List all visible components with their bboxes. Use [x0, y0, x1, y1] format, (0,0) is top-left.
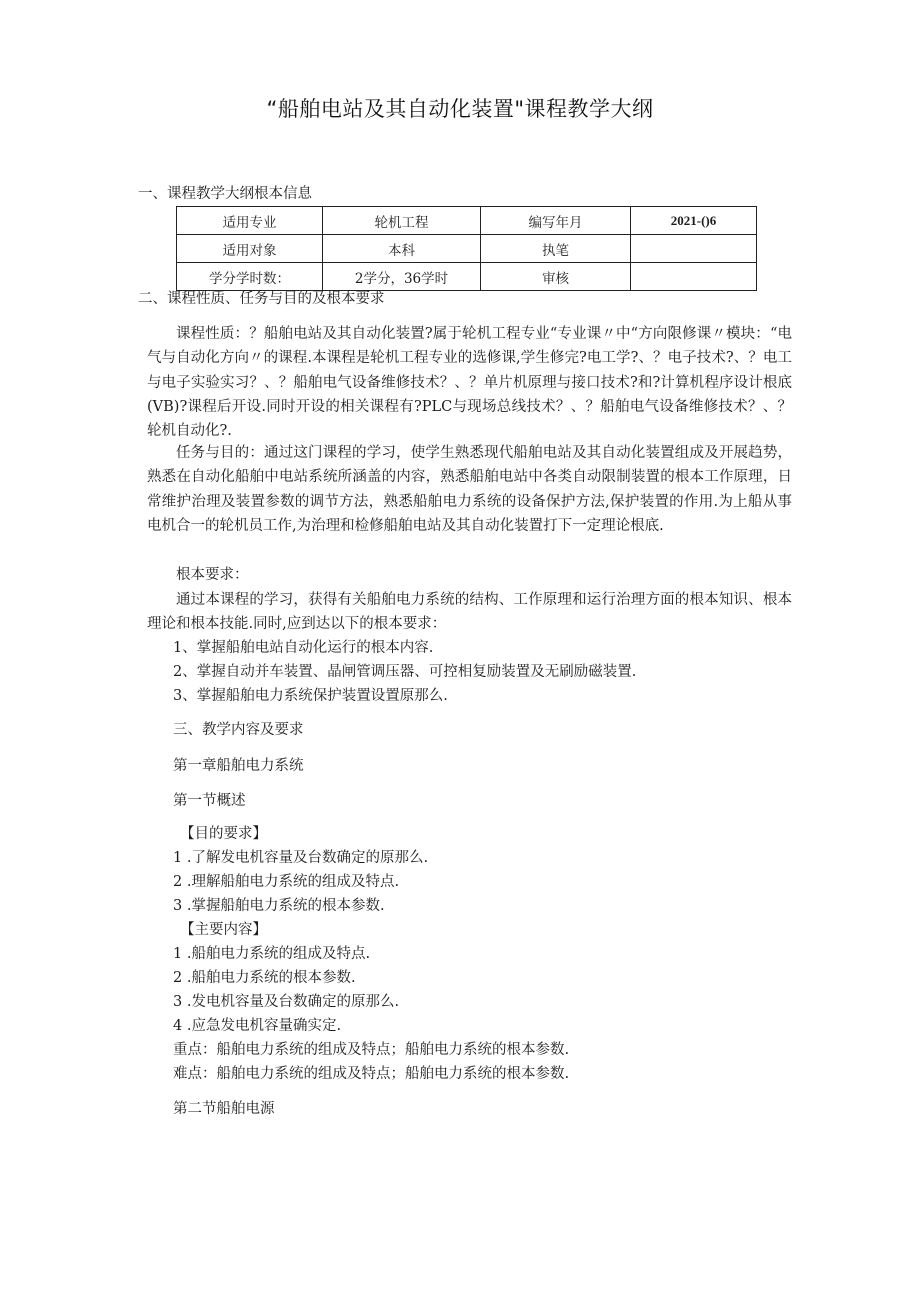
table-cell: 学分学时数： [177, 263, 323, 291]
section2-heading: 二、课程性质、任务与目的及根本要求 [138, 291, 385, 307]
objective-item: 3 .掌握船舶电力系统的根本参数. [173, 898, 385, 914]
section3-heading: 三、教学内容及要求 [173, 722, 304, 738]
table-row [177, 263, 757, 291]
requirement-item: 1、掌握船舶电站自动化运行的根本内容. [173, 640, 434, 656]
document-title: “船舶电站及其自动化装置"课程教学大纲 [266, 97, 654, 121]
section1-heading: 一、课程教学大纲根本信息 [138, 186, 312, 202]
content-item: 1 .船舶电力系统的组成及特点. [173, 946, 371, 962]
key-points: 重点：船舶电力系统的组成及特点；船舶电力系统的根本参数. [173, 1042, 570, 1058]
objective-item: 2 .理解船舶电力系统的组成及特点. [173, 874, 400, 890]
section-1-2-heading: 第二节船舶电源 [173, 1101, 275, 1117]
content-item: 3 .发电机容量及台数确定的原那么. [173, 994, 400, 1010]
requirement-item: 2、掌握自动并车装置、晶闸管调压器、可控相复励装置及无刷励磁装置. [173, 664, 637, 680]
table-cell: 执笔 [481, 235, 631, 263]
table-row [177, 207, 757, 235]
objective-item: 1 .了解发电机容量及台数确定的原那么. [173, 850, 429, 866]
basic-requirements-paragraph: 通过本课程的学习，获得有关船舶电力系统的结构、工作原理和运行治理方面的根本知识、根本理论和根本技能.同时,应到达以下的根本要求： [147, 592, 792, 633]
main-content-label: 【主要内容】 [180, 922, 267, 938]
basic-requirements-label: 根本要求： [176, 567, 249, 583]
requirement-item: 3、掌握船舶电力系统保护装置设置原那么. [173, 688, 448, 704]
table-cell: 轮机工程 [323, 207, 481, 235]
task-purpose-paragraph: 任务与目的：通过这门课程的学习，使学生熟悉现代船舶电站及其自动化装置组成及开展趋势，熟悉在自动化船舶中电站系统所涵盖的内容，熟悉船舶电站中各类自动限制装置的根本工作原理，日常维护治理及装置参数的调节方法，熟悉船舶电力系统的设备保护方法,保护装置的作用.为上船从事电机合一的轮机员工作,为治理和检修船舶电站及其自动化装置打下一定理论根底. [147, 445, 792, 534]
basic-info-table [176, 206, 757, 291]
chapter1-heading: 第一章船舶电力系统 [173, 758, 304, 774]
table-cell [631, 235, 757, 263]
table-cell: 适用对象 [177, 235, 323, 263]
table-cell: 审核 [481, 263, 631, 291]
course-nature-paragraph: 课程性质：？船舶电站及其自动化装置?属于轮机工程专业“专业课〃中“方向限修课〃模块：“电气与自动化方向〃的课程.本课程是轮机工程专业的选修课,学生修完?电工学?、？电子技术?、？电工与电子实验实习？、？船舶电气设备维修技术？、？单片机原理与接口技术?和?计算机程序设计根底(VB)?课程后开设.同时开设的相关课程有?PLC与现场总线技术？、？船舶电气设备维修技术？、？轮机自动化?. [147, 326, 792, 440]
table-cell: 2021-()6 [631, 207, 757, 235]
section-1-1-heading: 第一节概述 [173, 793, 246, 809]
table-row [177, 235, 757, 263]
table-cell: 本科 [323, 235, 481, 263]
table-cell [631, 263, 757, 291]
difficult-points: 难点：船舶电力系统的组成及特点；船舶电力系统的根本参数. [173, 1066, 570, 1082]
content-item: 4 .应急发电机容量确实定. [173, 1018, 342, 1034]
content-item: 2 .船舶电力系统的根本参数. [173, 970, 356, 986]
table-cell: 2学分，36学时 [323, 263, 481, 291]
table-cell: 适用专业 [177, 207, 323, 235]
table-cell: 编写年月 [481, 207, 631, 235]
objectives-label: 【目的要求】 [180, 826, 267, 842]
